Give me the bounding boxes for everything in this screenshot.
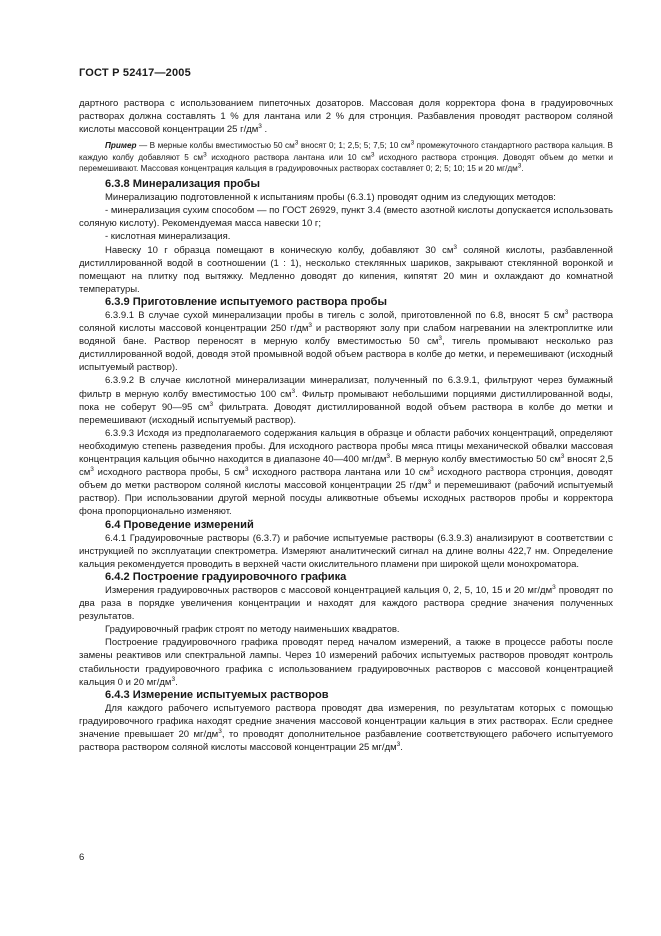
paragraph: Навеску 10 г образца помещают в коническую колбу, добавляют 30 $см^3$ соляной кислоты, разбавленной дистиллированной водой в соотношении (1 : 1), несколько стеклянных шариков, закрывают стеклянной воронкой и помещают на плитку под вытяжку. Медленно доводят до кипения, кипятят 20 мин и охлаждают до комнатной температуры. <box>79 243 613 295</box>
section-heading: 6.4.3 Измерение испытуемых растворов <box>105 688 329 701</box>
document-header: ГОСТ Р 52417—2005 <box>79 67 191 79</box>
page-number: 6 <box>79 852 85 863</box>
paragraph: Построение градуировочного графика проводят перед началом измерений, а также в процессе работы после замены реактивов или спектральной лампы. Через 10 измерений рабочих испытуемых растворов проводят контроль стабильности градуировочного графика с использованием градуировочных растворов с массовой концентрацией кальция 0 и 20 $мг/дм^3$. <box>79 637 613 688</box>
example-note <box>79 140 613 175</box>
document-body <box>79 97 613 754</box>
paragraph: 6.3.9.3 Исходя из предполагаемого содержания кальция в образце и области рабочих концентраций, определяют необходимую степень разведения пробы. Для исходного раствора пробы мяса птицы механической обвалки массовая концентрация кальция обычно находится в диапазоне 40—400 $мг/дм^3$. В мерную колбу вместимостью 50 $см^3$ вносят 2,5 $см^3$ исходного раствора пробы, 5 $см^3$ исходного раствора лантана или 10 $см^3$ исходного раствора стронция, доводят объем до метки раствором соляной кислоты массовой концентрации 25 $г/дм^3$ и перемешивают (рабочий испытуемый раствор). При использовании другой мерной посуды аликвотные объемы исходных растворов пробы и корректора фона пропорционально изменяют. <box>79 427 614 518</box>
paragraph: Градуировочный график строят по методу наименьших квадратов. <box>105 624 400 636</box>
paragraph: Для каждого рабочего испытуемого раствора проводят два измерения, по результатам которых с помощью градуировочного графика находят средние значения массовой концентрации кальция в этих растворах. Если среднее значение превышает 20 $мг/дм^3$, то проводят дополнительное разбавление соответствующего рабочего испытуемого раствора раствором соляной кислоты массовой концентрации 25 $мг/дм^3$. <box>79 702 613 754</box>
paragraph: Минерализацию подготовленной к испытаниям пробы (6.3.1) проводят одним из следующих методов: <box>105 192 556 204</box>
list-item: - кислотная минерализация. <box>105 231 231 243</box>
example-text: — В мерные колбы вместимостью 50 $см^3$ вносят 0; 1; 2,5; 5; 7,5; 10 $см^3$ промежуточного стандартного раствора кальция. В каждую колбу добавляют 5 $см^3$ исходного раствора лантана или 10 $см^3$ исходного раствора стронция. Доводят объем до метки и перемешивают. Массовая концентрация кальция в градуировочных растворах составляет 0; 2; 5; 10; 15 и 20 $мг/дм^3$. <box>79 139 614 174</box>
paragraph: - минерализация сухим способом — по ГОСТ 26929, пункт 3.4 (вместо азотной кислоты допускается использовать соляную кислоту). Рекомендуемая масса навески 10 г; <box>79 205 613 230</box>
paragraph: дартного раствора с использованием пипеточных дозаторов. Массовая доля корректора фона в градуировочных растворах должна составлять 1 % для лантана или 2 % для стронция. Разбавления проводят раствором соляной кислоты массовой концентрации 25 $г/дм^3$ . <box>79 98 613 136</box>
section-heading: 6.4.2 Построение градуировочного графика <box>105 570 347 583</box>
section-heading: 6.3.9 Приготовление испытуемого раствора пробы <box>105 295 387 308</box>
paragraph: 6.3.9.1 В случае сухой минерализации пробы в тигель с золой, приготовленной по 6.8, вносят 5 $см^3$ раствора соляной кислоты массовой концентрации 250 $г/дм^3$ и растворяют золу при слабом нагревании на электроплитке или водяной бане. Раствор переносят в мерную колбу вместимостью 50 $см^3$, тигель промывают несколько раз дистиллированной водой, доводя этой промывной водой объем раствора в колбе до метки, и перемешивают (исходный испытуемый раствор). <box>79 308 613 374</box>
paragraph: Измерения градуировочных растворов с массовой концентрацией кальция 0, 2, 5, 10, 15 и 20 $мг/дм^3$ проводят по два раза в порядке увеличения концентрации и находят для каждого раствора средние значения полученных результатов. <box>79 583 613 623</box>
example-label: Пример <box>105 141 137 151</box>
section-heading: 6.3.8 Минерализация пробы <box>105 178 261 191</box>
section-heading: 6.4 Проведение измерений <box>105 518 254 531</box>
paragraph: 6.4.1 Градуировочные растворы (6.3.7) и рабочие испытуемые растворы (6.3.9.3) анализируют в соответствии с инструкцией по эксплуатации спектрометра. Измеряют аналитический сигнал на длине волны 422,7 нм. Определение кальция рекомендуется проводить в верхней части окислительного пламени при широкой щели монохроматора. <box>79 532 613 570</box>
paragraph: 6.3.9.2 В случае кислотной минерализации минерализат, полученный по 6.3.9.1, фильтруют через бумажный фильтр в мерную колбу вместимостью 100 $см^3$. Фильтр промывают небольшими порциями дистиллированной воды, пока не соберут 90—95 $см^3$ фильтрата. Доводят дистиллированной водой объем раствора в колбе до метки и перемешивают (исходный испытуемый раствор). <box>79 375 613 426</box>
